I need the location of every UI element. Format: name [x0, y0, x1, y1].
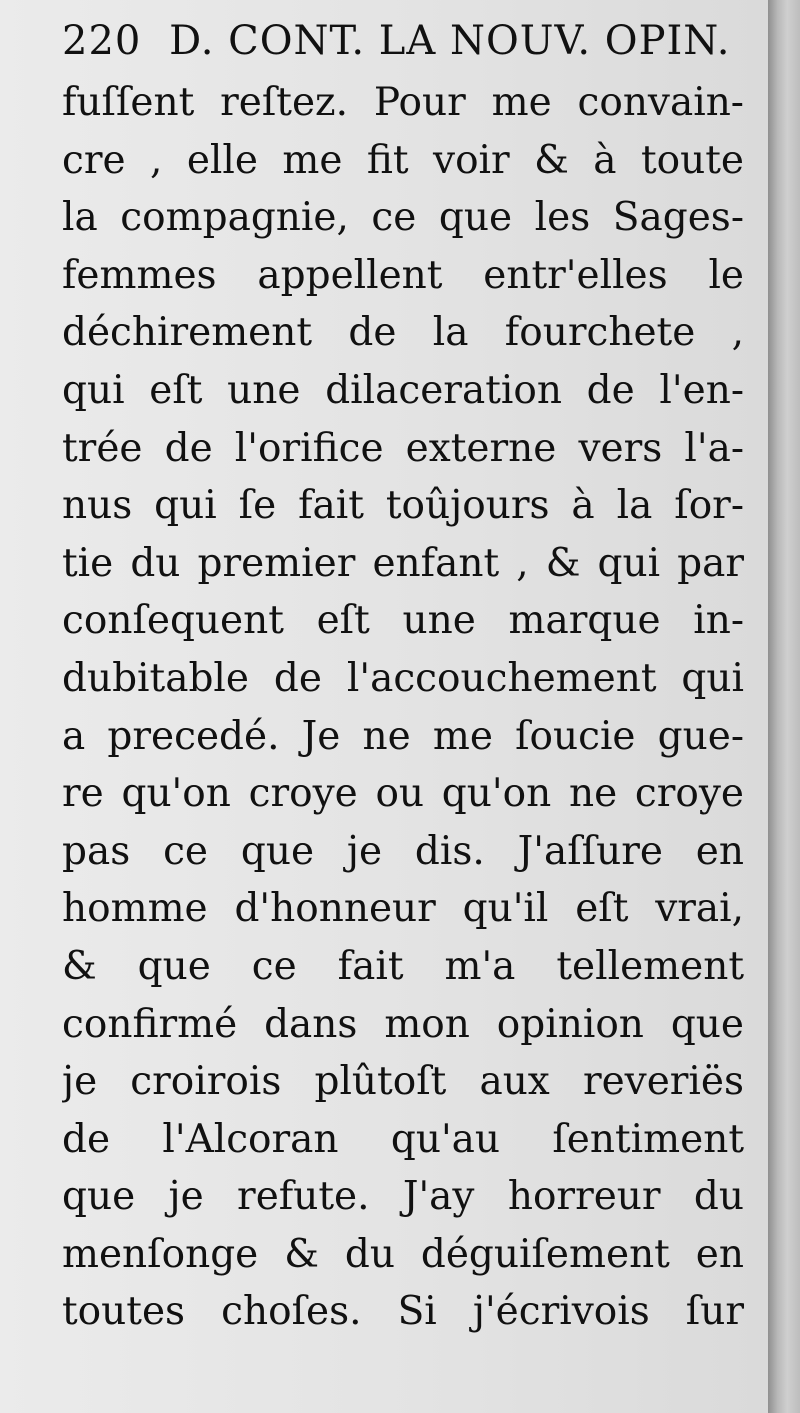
running-head [62, 8, 744, 74]
text-line: que je refute. J'ay horreur du [62, 1174, 744, 1220]
text-line: je croirois plûtoſt aux reveriës [62, 1059, 744, 1105]
text-line: qui eſt une dilaceration de l'en- [62, 367, 744, 413]
text-line: pas ce que je dis. J'aſſure en [62, 828, 744, 874]
text-line: femmes appellent entr'elles le [62, 252, 744, 298]
text-line: menſonge & du déguiſement en [62, 1231, 744, 1277]
text-line: trée de l'orifice externe vers l'a- [62, 425, 744, 471]
text-line: tie du premier enfant , & qui par [62, 540, 744, 586]
text-line: cre , elle me fit voir & à toute [62, 137, 744, 183]
text-line: toutes choſes. Si j'écrivois ſur [62, 1289, 744, 1335]
page-edge-shadow [768, 0, 800, 1413]
page-number: 220 [62, 18, 142, 64]
text-line: & que ce fait m'a tellement [62, 943, 744, 989]
text-line: dubitable de l'accouchement qui [62, 655, 744, 701]
text-line: homme d'honneur qu'il eſt vrai, [62, 886, 744, 932]
text-line: conſequent eſt une marque in- [62, 598, 744, 644]
text-line: nus qui ſe fait toûjours à la ſor- [62, 483, 744, 529]
text-line: la compagnie, ce que les Sages- [62, 195, 744, 241]
text-line: déchirement de la fourchete , [62, 310, 744, 356]
text-line: fuſſent reſtez. Pour me convain- [62, 80, 744, 125]
page-text [62, 8, 744, 1341]
text-line: confirmé dans mon opinion que [62, 1001, 744, 1047]
text-line: de l'Alcoran qu'au ſentiment [62, 1116, 744, 1162]
text-line: re qu'on croye ou qu'on ne croye [62, 771, 744, 817]
text-line: a precedé. Je ne me ſoucie gue- [62, 713, 744, 759]
running-head-title: D. CONT. LA NOUV. OPIN. [169, 18, 731, 64]
